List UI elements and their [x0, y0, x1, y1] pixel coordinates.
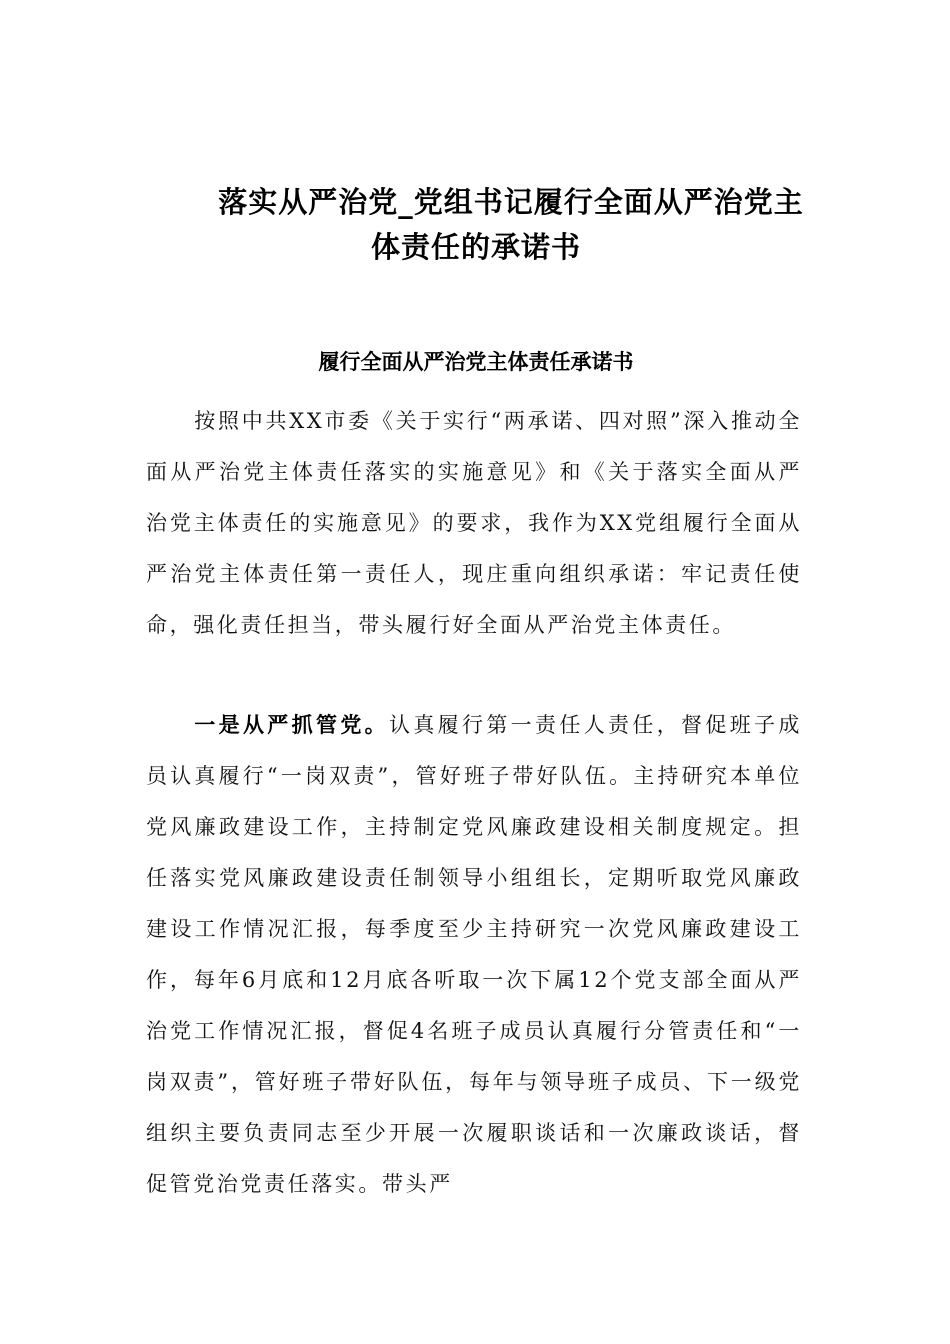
paragraph-lead-heading: 一是从严抓管党。	[194, 713, 389, 737]
paragraph-intro-text: 按照中共XX市委《关于实行“两承诺、四对照”深入推动全面从严治党主体责任落实的实施意见》和《关于落实全面从严治党主体责任的实施意见》的要求，我作为XX党组履行全面从严治党主体责任第一责任人，现庄重向组织承诺：牢记责任使命，强化责任担当，带头履行好全面从严治党主体责任。	[146, 409, 802, 637]
paragraph-first-point-text	[146, 700, 802, 1210]
title-line-1: 落实从严治党_党组书记履行全面从严治党主	[218, 185, 804, 219]
document-title	[146, 180, 806, 270]
paragraph-first-point-body: 认真履行第一责任人责任，督促班子成员认真履行“一岗双责”，管好班子带好队伍。主持研究本单位党风廉政建设工作，主持制定党风廉政建设相关制度规定。担任落实党风廉政建设责任制领导小组组长，定期听取党风廉政建设工作情况汇报，每季度至少主持研究一次党风廉政建设工作，每年6月底和12月底各听取一次下属12个党支部全面从严治党工作情况汇报，督促4名班子成员认真履行分管责任和“一岗双责”，管好班子带好队伍，每年与领导班子成员、下一级党组织主要负责同志至少开展一次履职谈话和一次廉政谈话，督促管党治党责任落实。带头严	[146, 713, 802, 1196]
title-line-2: 体责任的承诺书	[370, 230, 581, 264]
paragraph-intro	[146, 396, 802, 651]
document-subtitle: 履行全面从严治党主体责任承诺书	[318, 350, 634, 374]
paragraph-first-point	[146, 700, 802, 1210]
